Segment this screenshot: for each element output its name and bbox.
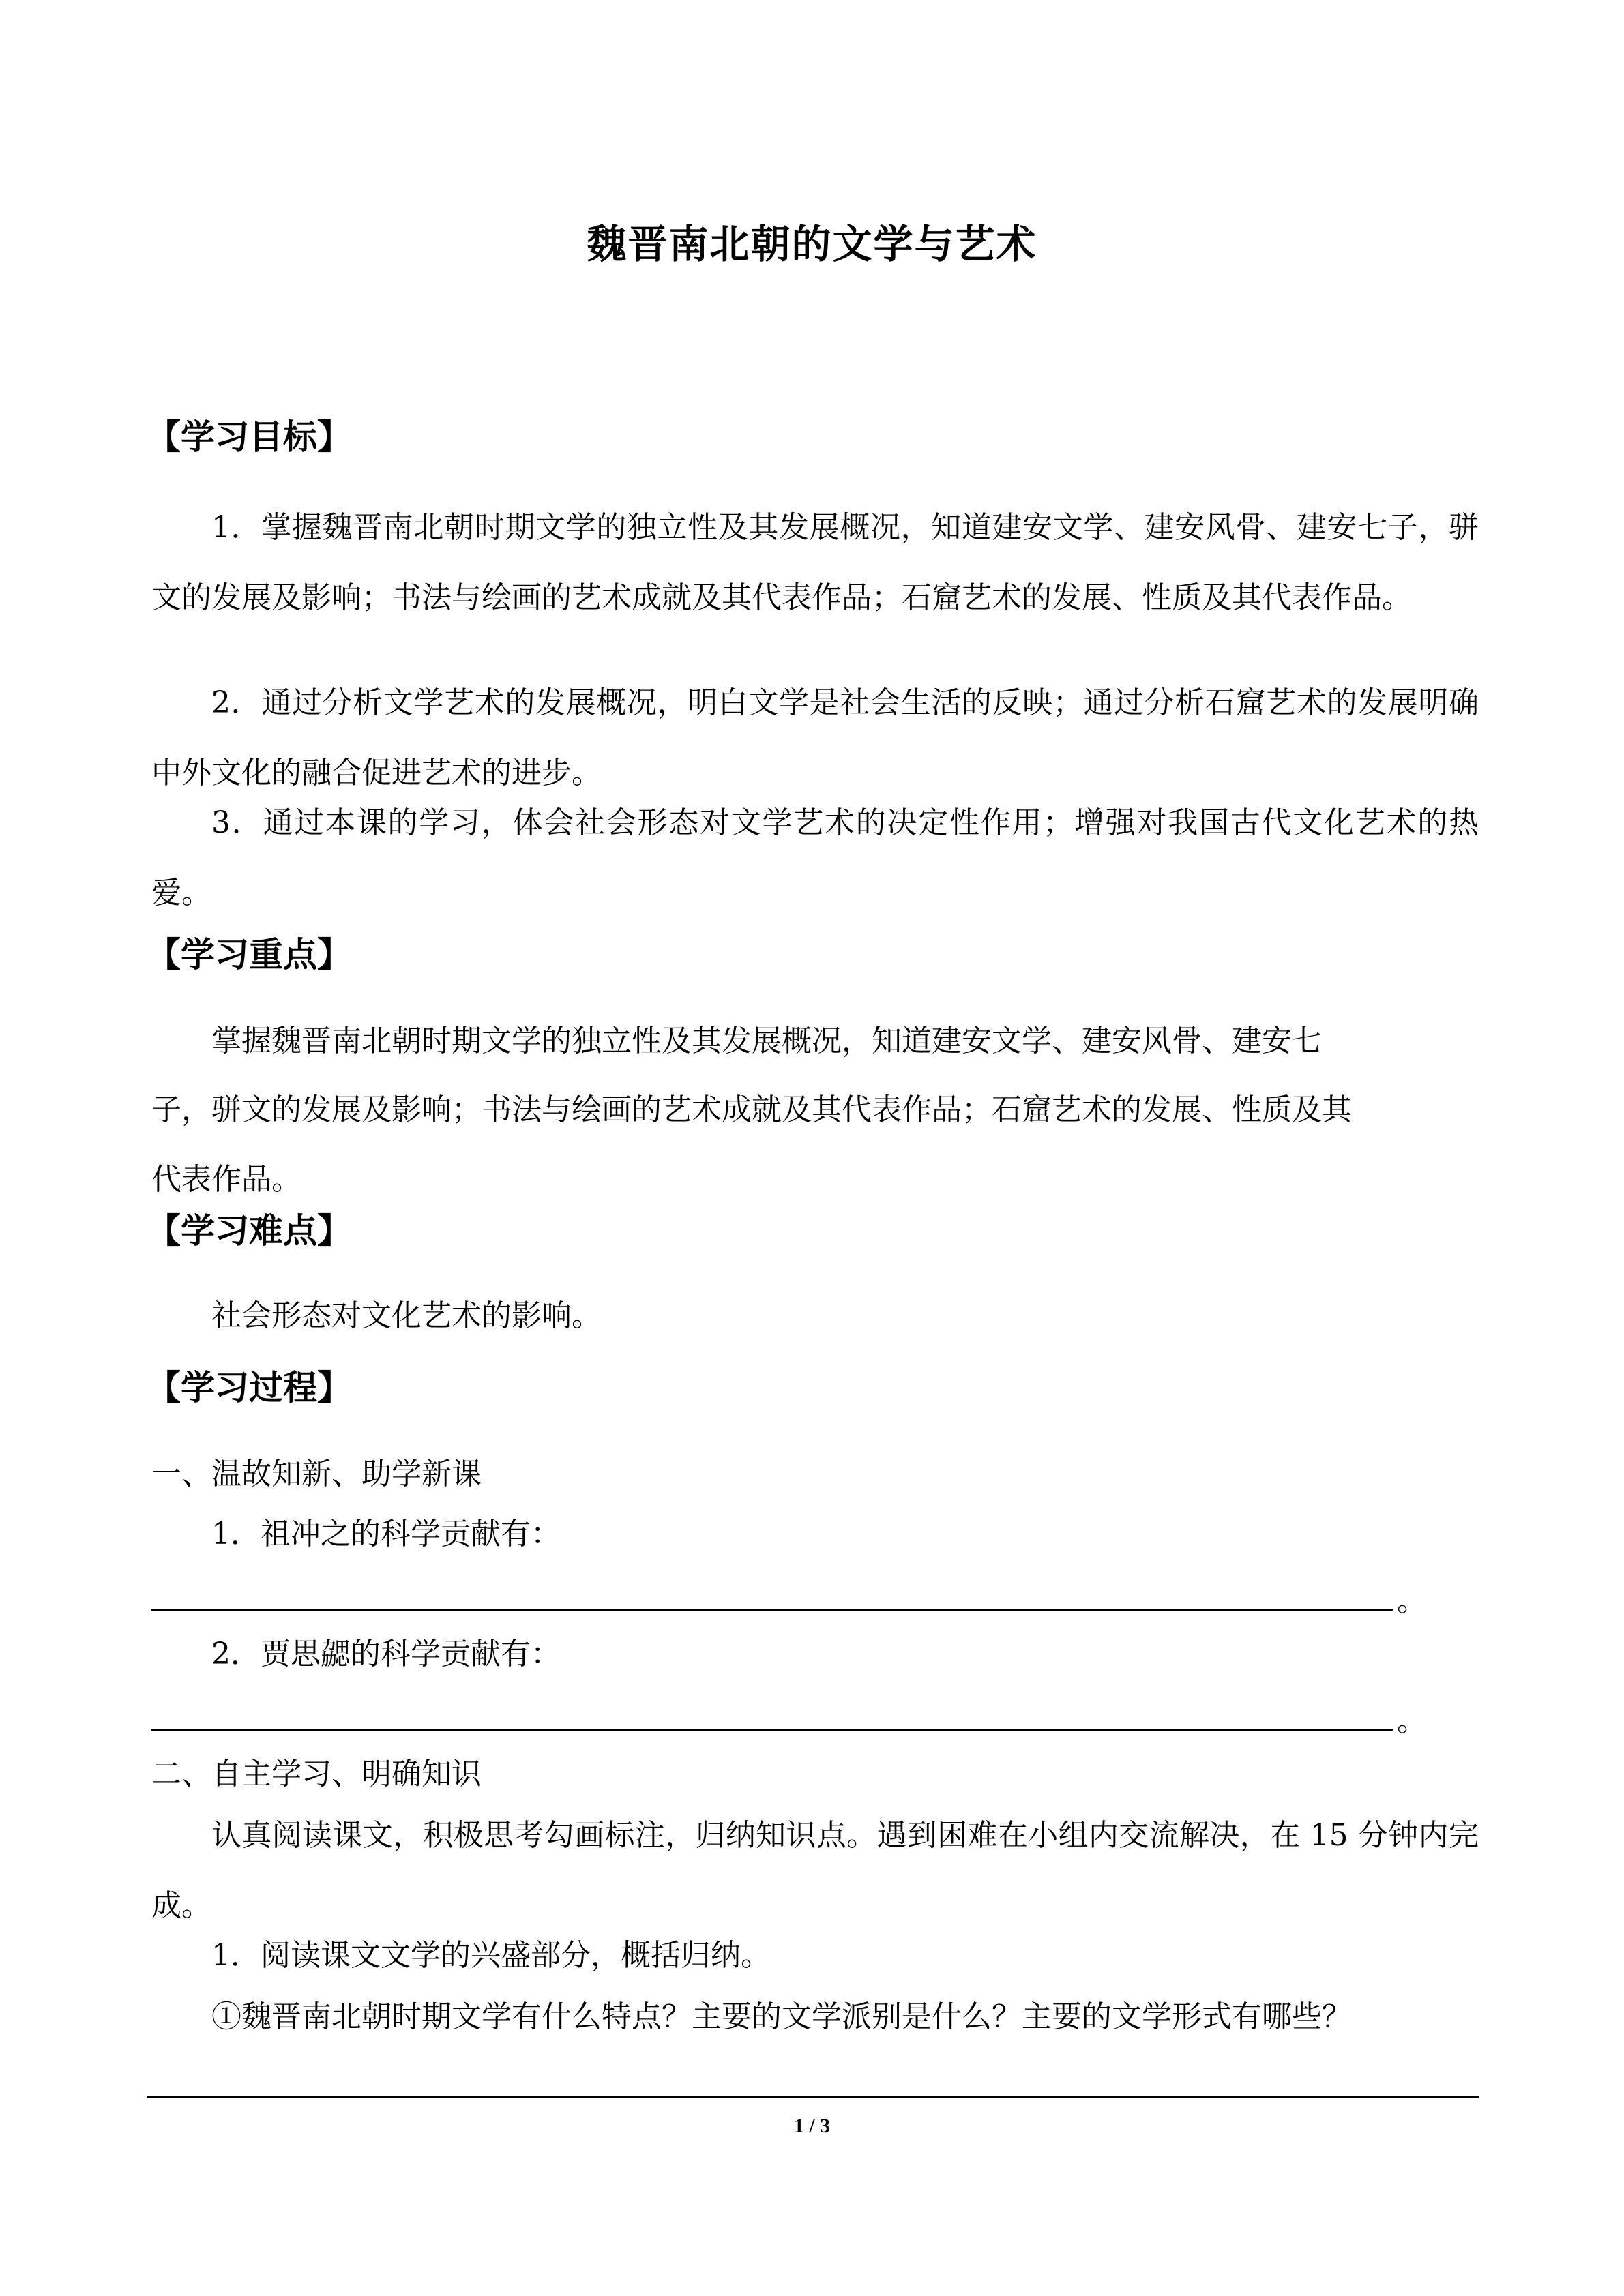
part1-question-1: 1．祖冲之的科学贡献有：	[211, 1517, 561, 1551]
part2-task-1-question-1: ①魏晋南北朝时期文学有什么特点？主要的文学派别是什么？主要的文学形式有哪些？	[211, 1999, 1352, 2034]
objectives-heading: 【学习目标】	[147, 417, 351, 457]
objective-item-1: 1．掌握魏晋南北朝时期文学的独立性及其发展概况，知道建安文学、建安风骨、建安七子，骈文的发展及影响；书法与绘画的艺术成就及其代表作品；石窟艺术的发展、性质及其代表作品。	[151, 510, 1479, 615]
difficulties-text: 社会形态对文化艺术的影响。	[211, 1298, 602, 1333]
objective-item-2: 2．通过分析文学艺术的发展概况，明白文学是社会生活的反映；通过分析石窟艺术的发展明确中外文化的融合促进艺术的进步。	[151, 685, 1479, 790]
part2-instruction: 认真阅读课文，积极思考勾画标注，归纳知识点。遇到困难在小组内交流解决，在 15 分钟内完成。	[151, 1818, 1479, 1923]
key-points-line-1: 掌握魏晋南北朝时期文学的独立性及其发展概况，知道建安文学、建安风骨、建安七	[211, 1024, 1322, 1058]
part2-title: 二、自主学习、明确知识	[151, 1757, 482, 1791]
part1-title: 一、温故知新、助学新课	[151, 1457, 482, 1491]
process-heading: 【学习过程】	[147, 1368, 351, 1407]
answer-blank-2[interactable]	[151, 1695, 1427, 1738]
answer-blank-1[interactable]	[151, 1575, 1427, 1618]
answer-line	[151, 1729, 1393, 1731]
part1-question-2: 2．贾思勰的科学贡献有：	[211, 1637, 561, 1671]
difficulties-heading: 【学习难点】	[147, 1211, 351, 1251]
part2-task-1: 1．阅读课文文学的兴盛部分，概括归纳。	[211, 1938, 771, 1973]
answer-line	[151, 1609, 1393, 1611]
footer-divider	[147, 2096, 1479, 2098]
page-number: 1 / 3	[793, 2115, 831, 2137]
blank-period: 。	[1397, 1583, 1427, 1618]
document-title: 魏晋南北朝的文学与艺术	[587, 221, 1037, 267]
blank-period: 。	[1397, 1703, 1427, 1738]
objective-item-3: 3．通过本课的学习，体会社会形态对文学艺术的决定性作用；增强对我国古代文化艺术的热爱。	[151, 805, 1479, 910]
key-points-line-2: 子，骈文的发展及影响；书法与绘画的艺术成就及其代表作品；石窟艺术的发展、性质及其	[151, 1092, 1352, 1127]
key-points-line-3: 代表作品。	[151, 1162, 301, 1197]
key-points-heading: 【学习重点】	[147, 935, 351, 974]
